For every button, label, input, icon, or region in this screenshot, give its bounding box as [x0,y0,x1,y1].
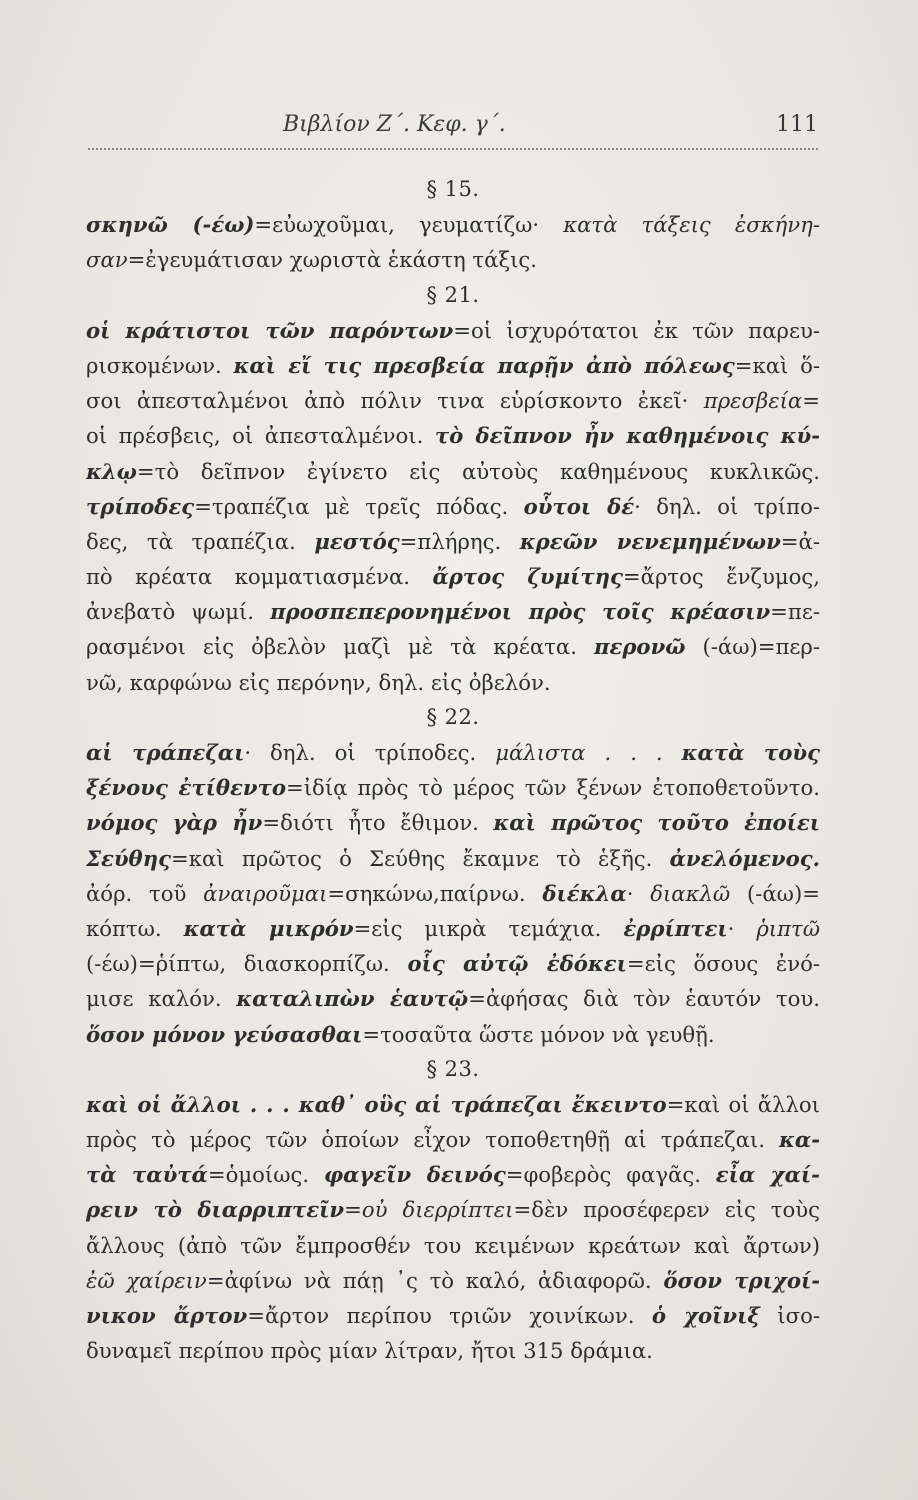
text-line [86,665,820,700]
gloss-text: =πλήρης. [399,528,520,554]
gloss-text: · [727,915,757,941]
gloss-text: =ὁμοίως. [207,1162,324,1188]
gloss-text: =ἄρτος ἔνζυμος, [622,564,820,590]
text-line [86,524,820,559]
gloss-text: · δηλ. οἱ τρίπο- [634,493,820,519]
lemma-term: μεστός [314,528,400,554]
gloss-text: =τοσαῦτα ὥστε μόνον νὰ γευθῇ. [362,1021,715,1047]
lemma-term: τὰ ταὐτά [86,1162,208,1188]
gloss-text: μισε καλόν. [86,986,237,1012]
gloss-text: =ἀφίνω νὰ πάῃ ᾽ς τὸ καλό, ἀδιαφορῶ. [206,1267,664,1293]
italic-term: μάλιστα . . . [495,740,682,765]
lemma-term: κλῳ [86,458,137,484]
lemma-term: ἐρρίπτει [623,915,728,941]
text-line [86,876,820,911]
gloss-text: =διότι ἦτο ἔθιμον. [262,810,494,836]
text-line [86,1298,820,1333]
lemma-term: ἀνελόμενος. [669,845,820,871]
section-heading-23: § 23. [426,1056,480,1081]
italic-term: κατὰ τάξεις ἐσκήνη- [563,212,820,238]
gloss-text: κόπτω. [86,915,184,941]
lemma-term: ὁ χοῖνιξ [651,1303,760,1328]
italic-term: διακλῶ [650,880,731,906]
gloss-text: =εἰς ὅσους ἐνό- [626,951,820,977]
running-head [88,112,818,146]
text-line [86,841,820,876]
gloss-text: =δὲν προσέφερεν εἰς τοὺς [513,1197,820,1223]
section-heading-15: § 15. [426,177,480,201]
lemma-term: νόμος γὰρ ἦν [86,810,263,836]
gloss-text: =οἱ ἰσχυρότατοι ἐκ τῶν παρευ- [453,317,820,343]
lemma-term: ξένους ἐτίθεντο [86,775,286,801]
text-line [86,629,820,664]
text-line [86,348,820,383]
gloss-text: =ἰδίᾳ πρὸς τὸ μέρος τῶν ξένων ἐτοποθετοῦντο. [286,775,820,801]
lemma-term: κα- [779,1127,820,1153]
gloss-text: =ἐγευμάτισαν χωριστὰ ἑκάστη τάξις. [127,247,538,273]
text-line [86,313,820,348]
text-line [86,1017,820,1052]
gloss-text: δες, τὰ τραπέζια. [86,528,315,554]
section-heading-22: § 22. [426,704,480,729]
gloss-text: ρασμένοι εἰς ὀβελὸν μαζὶ μὲ τὰ κρέατα. [86,634,594,660]
gloss-text: = [344,1197,362,1223]
text-line [86,911,820,946]
italic-term: πρεσβεία [703,388,803,414]
gloss-text: =πε- [770,599,820,625]
lemma-term: σκηνῶ (-έω) [86,212,255,238]
lemma-term: κατὰ μικρόν [183,915,354,941]
italic-term: οὐ διερρίπτει [361,1197,514,1223]
gloss-text: σοι ἀπεσταλμένοι ἀπὸ πόλιν τινα εὑρίσκοντο ἐκεῖ· [86,388,704,414]
gloss-text: πρὸς τὸ μέρος τῶν ὁποίων εἶχον τοποθετηθῇ αἱ τράπεζαι. [86,1127,780,1153]
italic-term: ἐῶ χαίρειν [86,1267,207,1293]
gloss-text: =ἀ- [780,528,820,554]
gloss-text: =ἀφήσας διὰ τὸν ἑαυτόν του. [468,986,820,1012]
section-heading-21: § 21. [426,282,480,307]
gloss-text: οἱ πρέσβεις, οἱ ἀπεσταλμένοι. [86,423,435,449]
text-line [86,242,820,277]
lemma-term: νικον ἄρτον [86,1303,248,1328]
lemma-term: Σεύθης [86,845,171,871]
gloss-text: ἀόρ. τοῦ [86,880,204,906]
lemma-term: προσπεπερονημένοι πρὸς τοῖς κρέασιν [270,599,771,625]
text-line [86,981,820,1016]
gloss-text: (-άω)= [730,880,820,906]
gloss-text: =εὐωχοῦμαι, γευματίζω· [254,212,564,238]
lemma-term: ὅσον μόνον γεύσασθαι [86,1021,363,1047]
gloss-text: =καὶ οἱ ἄλλοι [666,1091,820,1117]
italic-term: σαν [86,247,128,273]
text-line [86,1122,820,1157]
text-line [86,559,820,594]
lemma-term: οἷς αὐτῷ ἐδόκει [407,951,627,977]
gloss-text: =εἰς μικρὰ τεμάχια. [353,915,624,941]
lemma-term: διέκλα [542,880,627,906]
gloss-text: =ἄρτον περίπου τριῶν χοινίκων. [247,1303,652,1328]
lemma-term: εἶα χαί- [715,1162,820,1188]
gloss-text: νῶ, καρφώνω εἰς περόνην, δηλ. εἰς ὀβελόν. [86,669,551,695]
text-line [86,418,820,453]
gloss-text: · δηλ. οἱ τρίποδες. [244,740,496,765]
text-line [86,1087,820,1122]
lemma-term: καὶ πρῶτος τοῦτο ἐποίει [493,810,820,836]
running-title: Βιβλίον Ζ΄. Κεφ. γ΄. [283,112,506,137]
commentary-text [86,172,820,1368]
lemma-term: κρεῶν νενεμημένων [519,528,781,554]
lemma-term: οἱ κράτιστοι τῶν παρόντων [86,317,454,343]
gloss-text: = [802,388,820,414]
text-line [86,1192,820,1227]
text-line [86,489,820,524]
text-line [86,383,820,418]
gloss-text: ρισκομένων. [86,352,234,378]
lemma-term: καταλιπὼν ἑαυτῷ [236,986,469,1012]
gloss-text: =καὶ ὅ- [734,352,820,378]
header-rule [88,148,818,150]
lemma-term: ρειν τὸ διαρριπτεῖν [86,1197,345,1223]
text-line [86,207,820,242]
text-line [86,594,820,629]
gloss-text: (-άω)=περ- [685,634,820,660]
gloss-text: =τὸ δεῖπνον ἐγίνετο εἰς αὐτοὺς καθημένους κυκλικῶς. [136,458,820,484]
text-line [86,1228,820,1263]
text-line [86,1333,820,1368]
gloss-text: =σηκώνω,παίρνω. [327,880,543,906]
lemma-term: ἄρτος ζυμίτης [432,564,623,590]
gloss-text: · [626,880,651,906]
gloss-text: πὸ κρέατα κομματιασμένα. [86,564,433,590]
gloss-text: ἰσο- [759,1303,820,1328]
page-number: 111 [776,112,818,137]
gloss-text: ἄλλους (ἀπὸ τῶν ἔμπροσθέν του κειμένων κρεάτων καὶ ἄρτων) [86,1232,820,1258]
text-line [86,770,820,805]
lemma-term: ὅσον τριχοί- [663,1267,820,1293]
lemma-term: καὶ εἴ τις πρεσβεία παρῇν ἀπὸ πόλεως [233,352,735,378]
gloss-text: =καὶ πρῶτος ὁ Σεύθης ἔκαμνε τὸ ἑξῆς. [171,845,670,871]
text-line [86,946,820,981]
text-line [86,454,820,489]
gloss-text: (-έω)=ῥίπτω, διασκορπίζω. [86,951,408,977]
italic-term: ἀναιροῦμαι [203,880,328,906]
lemma-term: τὸ δεῖπνον ἦν καθημένοις κύ- [434,423,820,449]
italic-term: ῥιπτῶ [756,915,820,941]
lemma-term: τρίποδες [86,493,195,519]
lemma-term: φαγεῖν δεινός [323,1162,506,1188]
gloss-text: δυναμεῖ περίπου πρὸς μίαν λίτραν, ἤτοι 315 δράμια. [86,1338,653,1364]
text-line [86,735,820,770]
lemma-term: οὗτοι δέ [523,493,635,519]
lemma-term: περονῶ [593,634,686,660]
text-line [86,1263,820,1298]
text-line [86,805,820,840]
lemma-term: καὶ οἱ ἄλλοι . . . καθ᾽ οὓς αἱ τράπεζαι ἔκειντο [86,1091,667,1117]
text-line [86,1157,820,1192]
gloss-text: =τραπέζια μὲ τρεῖς πόδας. [194,493,524,519]
lemma-term: αἱ τράπεζαι [86,740,245,765]
gloss-text: =φοβερὸς φαγᾶς. [505,1162,716,1188]
lemma-term: κατὰ τοὺς [681,740,820,765]
gloss-text: ἀνεβατὸ ψωμί. [86,599,271,625]
